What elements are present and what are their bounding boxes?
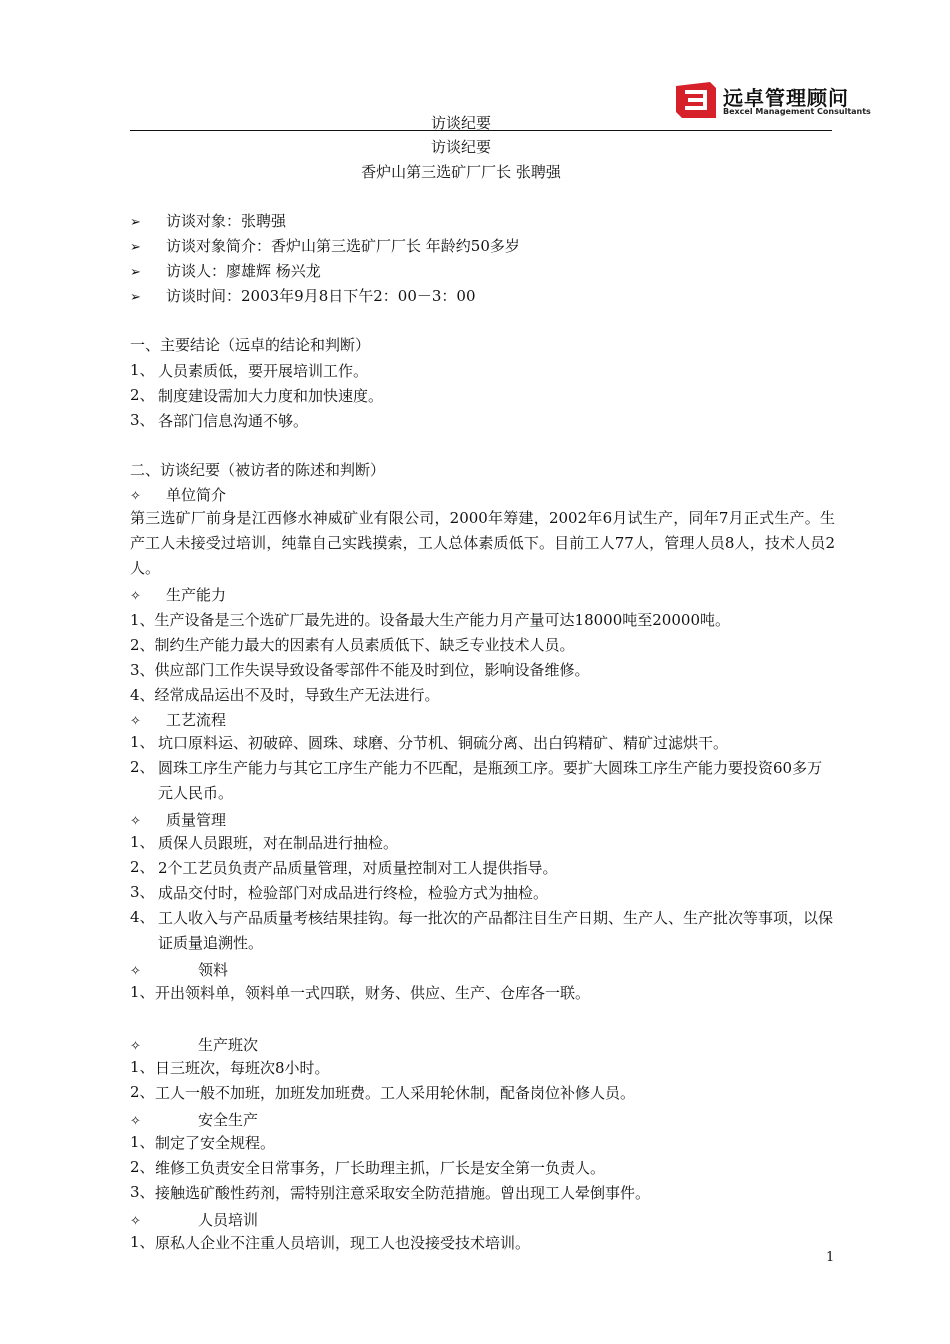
diamond-bullet-icon: ✧ xyxy=(130,589,141,604)
section-materials: ✧ 领料 xyxy=(130,961,229,979)
diamond-bullet-icon: ✧ xyxy=(130,1114,141,1129)
section-training: ✧ 人员培训 xyxy=(130,1211,259,1229)
capacity-item: 4、经常成品运出不及时，导致生产无法进行。 xyxy=(130,686,440,704)
quality-item: 3、 成品交付时，检验部门对成品进行终检，检验方式为抽检。 xyxy=(130,883,549,902)
arrow-bullet-icon: ➢ xyxy=(130,290,141,305)
process-item: 1、 坑口原料运、初破碎、圆珠、球磨、分节机、铜硫分离、出白钨精矿、精矿过滤烘干。 xyxy=(130,733,729,752)
conclusion-item: 1、 人员素质低，要开展培训工作。 xyxy=(130,361,369,380)
logo-english-name: Bexcel Management Consultants xyxy=(723,107,871,116)
capacity-item: 3、供应部门工作失误导致设备零部件不能及时到位，影响设备维修。 xyxy=(130,661,590,679)
unit-intro-paragraph: 第三选矿厂前身是江西修水神威矿业有限公司，2000年筹建，2002年6月试生产，同年7月正式生产。生产工人未接受过培训，纯靠自己实践摸索，工人总体素质低下。目前工人77人，管理人员8人，技术人员2人。 xyxy=(130,509,835,577)
safety-item: 2、 维修工负责安全日常事务，厂长助理主抓，厂长是安全第一负责人。 xyxy=(130,1158,606,1177)
arrow-bullet-icon: ➢ xyxy=(130,240,141,255)
materials-item: 1、 开出领料单，领料单一式四联，财务、供应、生产、仓库各一联。 xyxy=(130,983,591,1002)
conclusion-item: 2、 制度建设需加大力度和加快速度。 xyxy=(130,386,384,405)
arrow-bullet-icon: ➢ xyxy=(130,265,141,280)
quality-item: 2、 2个工艺员负责产品质量管理，对质量控制对工人提供指导。 xyxy=(130,858,558,877)
info-interviewee: ➢ 访谈对象：张聘强 xyxy=(130,212,287,230)
shifts-item: 2、 工人一般不加班，加班发加班费。工人采用轮休制，配备岗位补修人员。 xyxy=(130,1083,636,1102)
logo-chinese-name: 远卓管理顾问 xyxy=(723,86,849,110)
process-item: 2、 圆珠工序生产能力与其它工序生产能力不匹配，是瓶颈工序。要扩大圆珠工序生产能力要投资60多万元人民币。 xyxy=(130,758,823,802)
minutes-heading: 二、访谈纪要（被访者的陈述和判断） xyxy=(130,461,386,479)
document-subtitle: 香炉山第三选矿厂厂长 张聘强 xyxy=(361,163,561,181)
diamond-bullet-icon: ✧ xyxy=(130,814,141,829)
section-safety: ✧ 安全生产 xyxy=(130,1111,259,1129)
diamond-bullet-icon: ✧ xyxy=(130,964,141,979)
quality-item: 4、 工人收入与产品质量考核结果挂钩。每一批次的产品都注目生产日期、生产人、生产批次等事项，以保证质量追溯性。 xyxy=(130,908,834,952)
section-process-flow: ✧ 工艺流程 xyxy=(130,711,227,729)
section-unit-intro: ✧ 单位简介 xyxy=(130,486,227,504)
diamond-bullet-icon: ✧ xyxy=(130,1039,141,1054)
capacity-item: 2、制约生产能力最大的因素有人员素质低下、缺乏专业技术人员。 xyxy=(130,636,575,654)
section-capacity: ✧ 生产能力 xyxy=(130,586,227,604)
diamond-bullet-icon: ✧ xyxy=(130,714,141,729)
section-quality: ✧ 质量管理 xyxy=(130,811,227,829)
safety-item: 1、 制定了安全规程。 xyxy=(130,1133,276,1152)
diamond-bullet-icon: ✧ xyxy=(130,489,141,504)
info-profile: ➢ 访谈对象简介：香炉山第三选矿厂厂长 年龄约50多岁 xyxy=(130,237,520,255)
section-shifts: ✧ 生产班次 xyxy=(130,1036,259,1054)
header-divider xyxy=(130,130,832,131)
page-number: 1 xyxy=(826,1250,835,1265)
info-interviewers: ➢ 访谈人：廖雄辉 杨兴龙 xyxy=(130,262,321,280)
running-header: 访谈纪要 xyxy=(430,114,491,132)
quality-item: 1、 质保人员跟班，对在制品进行抽检。 xyxy=(130,833,399,852)
capacity-item: 1、生产设备是三个选矿厂最先进的。设备最大生产能力月产量可达18000吨至20000吨。 xyxy=(130,611,730,629)
shifts-item: 1、 日三班次，每班次8小时。 xyxy=(130,1058,330,1077)
safety-item: 3、 接触选矿酸性药剂，需特别注意采取安全防范措施。曾出现工人晕倒事件。 xyxy=(130,1183,651,1202)
diamond-bullet-icon: ✧ xyxy=(130,1214,141,1229)
arrow-bullet-icon: ➢ xyxy=(130,215,141,230)
info-time: ➢ 访谈时间：2003年9月8日下午2：00－3：00 xyxy=(130,287,476,305)
conclusion-item: 3、 各部门信息沟通不够。 xyxy=(130,411,309,430)
training-item: 1、 原私人企业不注重人员培训，现工人也没接受技术培训。 xyxy=(130,1233,531,1252)
document-title: 访谈纪要 xyxy=(430,138,491,156)
conclusions-heading: 一、主要结论（远卓的结论和判断） xyxy=(130,336,371,354)
